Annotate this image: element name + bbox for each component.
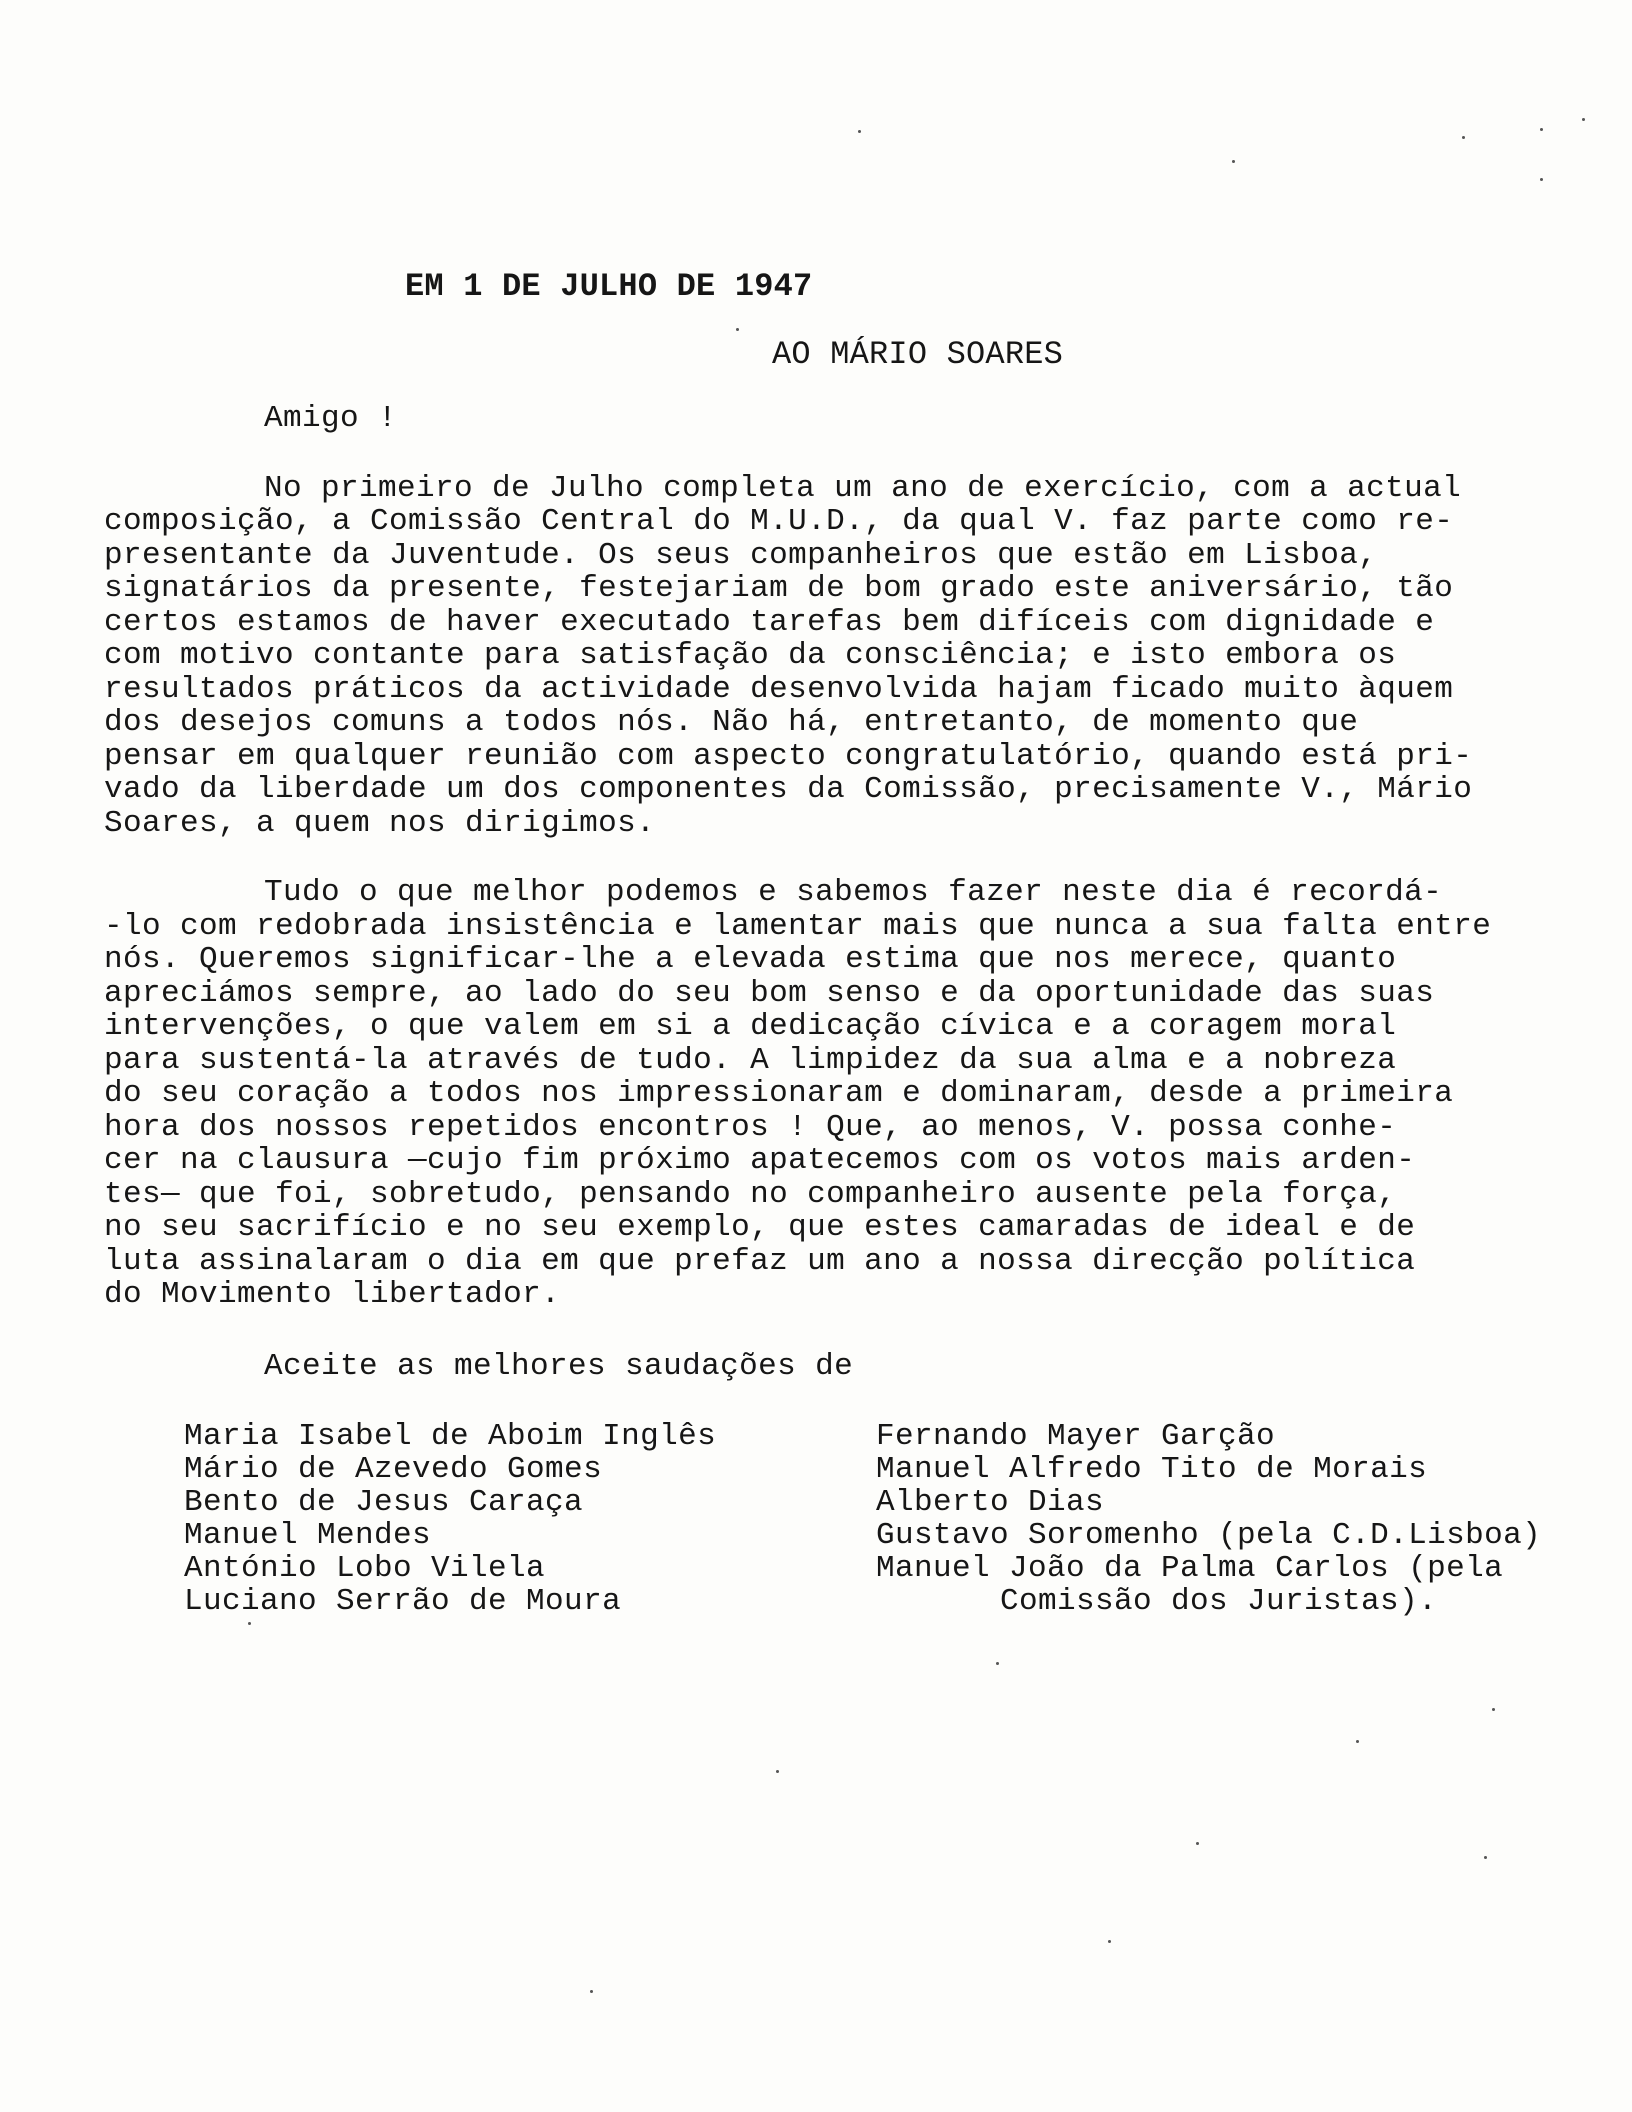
paragraph-2-line: cer na clausura —cujo fim próximo apatecemos com os votos mais arden- xyxy=(104,1143,1416,1178)
paper-speck xyxy=(858,130,861,133)
signatory-name: Fernando Mayer Garção xyxy=(876,1419,1276,1454)
signatory-name: Manuel Alfredo Tito de Morais xyxy=(876,1452,1428,1487)
signatory-name: Manuel João da Palma Carlos (pela xyxy=(876,1551,1504,1586)
paper-speck xyxy=(1462,136,1465,139)
signatory-name: António Lobo Vilela xyxy=(184,1551,546,1586)
paper-speck xyxy=(590,1990,593,1993)
paragraph-1-line: composição, a Comissão Central do M.U.D., da qual V. faz parte como re- xyxy=(104,504,1454,539)
letter-recipient: AO MÁRIO SOARES xyxy=(772,336,1064,373)
paragraph-2-line: intervenções, o que valem em si a dedicação cívica e a coragem moral xyxy=(104,1009,1397,1044)
paper-speck xyxy=(1356,1740,1359,1743)
paper-speck xyxy=(776,1770,779,1773)
paper-speck xyxy=(1540,128,1543,131)
paragraph-2-line: -lo com redobrada insistência e lamentar mais que nunca a sua falta entre xyxy=(104,909,1492,944)
paper-speck xyxy=(1540,178,1543,181)
paragraph-2-line: apreciámos sempre, ao lado do seu bom senso e da oportunidade das suas xyxy=(104,976,1435,1011)
paragraph-2-line: para sustentá-la através de tudo. A limpidez da sua alma e a nobreza xyxy=(104,1043,1397,1078)
paper-speck xyxy=(996,1662,999,1665)
paragraph-2-line: do Movimento libertador. xyxy=(104,1277,561,1312)
paragraph-1-line: resultados práticos da actividade desenvolvida hajam ficado muito àquem xyxy=(104,672,1454,707)
signatory-name: Mário de Azevedo Gomes xyxy=(184,1452,603,1487)
paragraph-1-line: pensar em qualquer reunião com aspecto congratulatório, quando está pri- xyxy=(104,739,1473,774)
paragraph-2-line: nós. Queremos significar-lhe a elevada estima que nos merece, quanto xyxy=(104,942,1397,977)
signatory-name: Maria Isabel de Aboim Inglês xyxy=(184,1419,717,1454)
paragraph-1-line: com motivo contante para satisfação da consciência; e isto embora os xyxy=(104,638,1397,673)
paragraph-2-line: tes— que foi, sobretudo, pensando no companheiro ausente pela força, xyxy=(104,1177,1397,1212)
paper-speck xyxy=(736,328,739,331)
paragraph-1-line: No primeiro de Julho completa um ano de exercício, com a actual xyxy=(264,471,1462,506)
paper-speck xyxy=(1484,1856,1487,1859)
paper-speck xyxy=(1108,1940,1111,1943)
paper-speck xyxy=(248,1622,251,1625)
letter-date: EM 1 DE JULHO DE 1947 xyxy=(405,268,813,305)
paper-speck xyxy=(1232,160,1235,163)
paragraph-1-line: presentante da Juventude. Os seus companheiros que estão em Lisboa, xyxy=(104,538,1378,573)
paragraph-2-line: do seu coração a todos nos impressionaram e dominaram, desde a primeira xyxy=(104,1076,1454,1111)
paper-speck xyxy=(1196,1842,1199,1845)
closing-line: Aceite as melhores saudações de xyxy=(264,1349,854,1384)
paragraph-1-line: vado da liberdade um dos componentes da Comissão, precisamente V., Mário xyxy=(104,772,1473,807)
salutation: Amigo ! xyxy=(264,401,398,436)
signatory-name: Bento de Jesus Caraça xyxy=(184,1485,584,1520)
paragraph-1-line: dos desejos comuns a todos nós. Não há, entretanto, de momento que xyxy=(104,705,1359,740)
signatory-name: Alberto Dias xyxy=(876,1485,1105,1520)
paper-speck xyxy=(1492,1708,1495,1711)
paragraph-1-line: signatários da presente, festejariam de bom grado este aniversário, tão xyxy=(104,571,1454,606)
signatory-name: Manuel Mendes xyxy=(184,1518,432,1553)
paragraph-2-line: luta assinalaram o dia em que prefaz um ano a nossa direcção política xyxy=(104,1244,1416,1279)
paragraph-2-line: hora dos nossos repetidos encontros ! Que, ao menos, V. possa conhe- xyxy=(104,1110,1397,1145)
signatory-name: Gustavo Soromenho (pela C.D.Lisboa) xyxy=(876,1518,1542,1553)
paper-speck xyxy=(1582,118,1585,121)
signatory-name: Comissão dos Juristas). xyxy=(1000,1584,1438,1619)
paragraph-2-line: Tudo o que melhor podemos e sabemos fazer neste dia é recordá- xyxy=(264,875,1443,910)
paragraph-1-line: certos estamos de haver executado tarefas bem difíceis com dignidade e xyxy=(104,605,1435,640)
paragraph-2-line: no seu sacrifício e no seu exemplo, que estes camaradas de ideal e de xyxy=(104,1210,1416,1245)
signatory-name: Luciano Serrão de Moura xyxy=(184,1584,622,1619)
paragraph-1-line: Soares, a quem nos dirigimos. xyxy=(104,806,656,841)
